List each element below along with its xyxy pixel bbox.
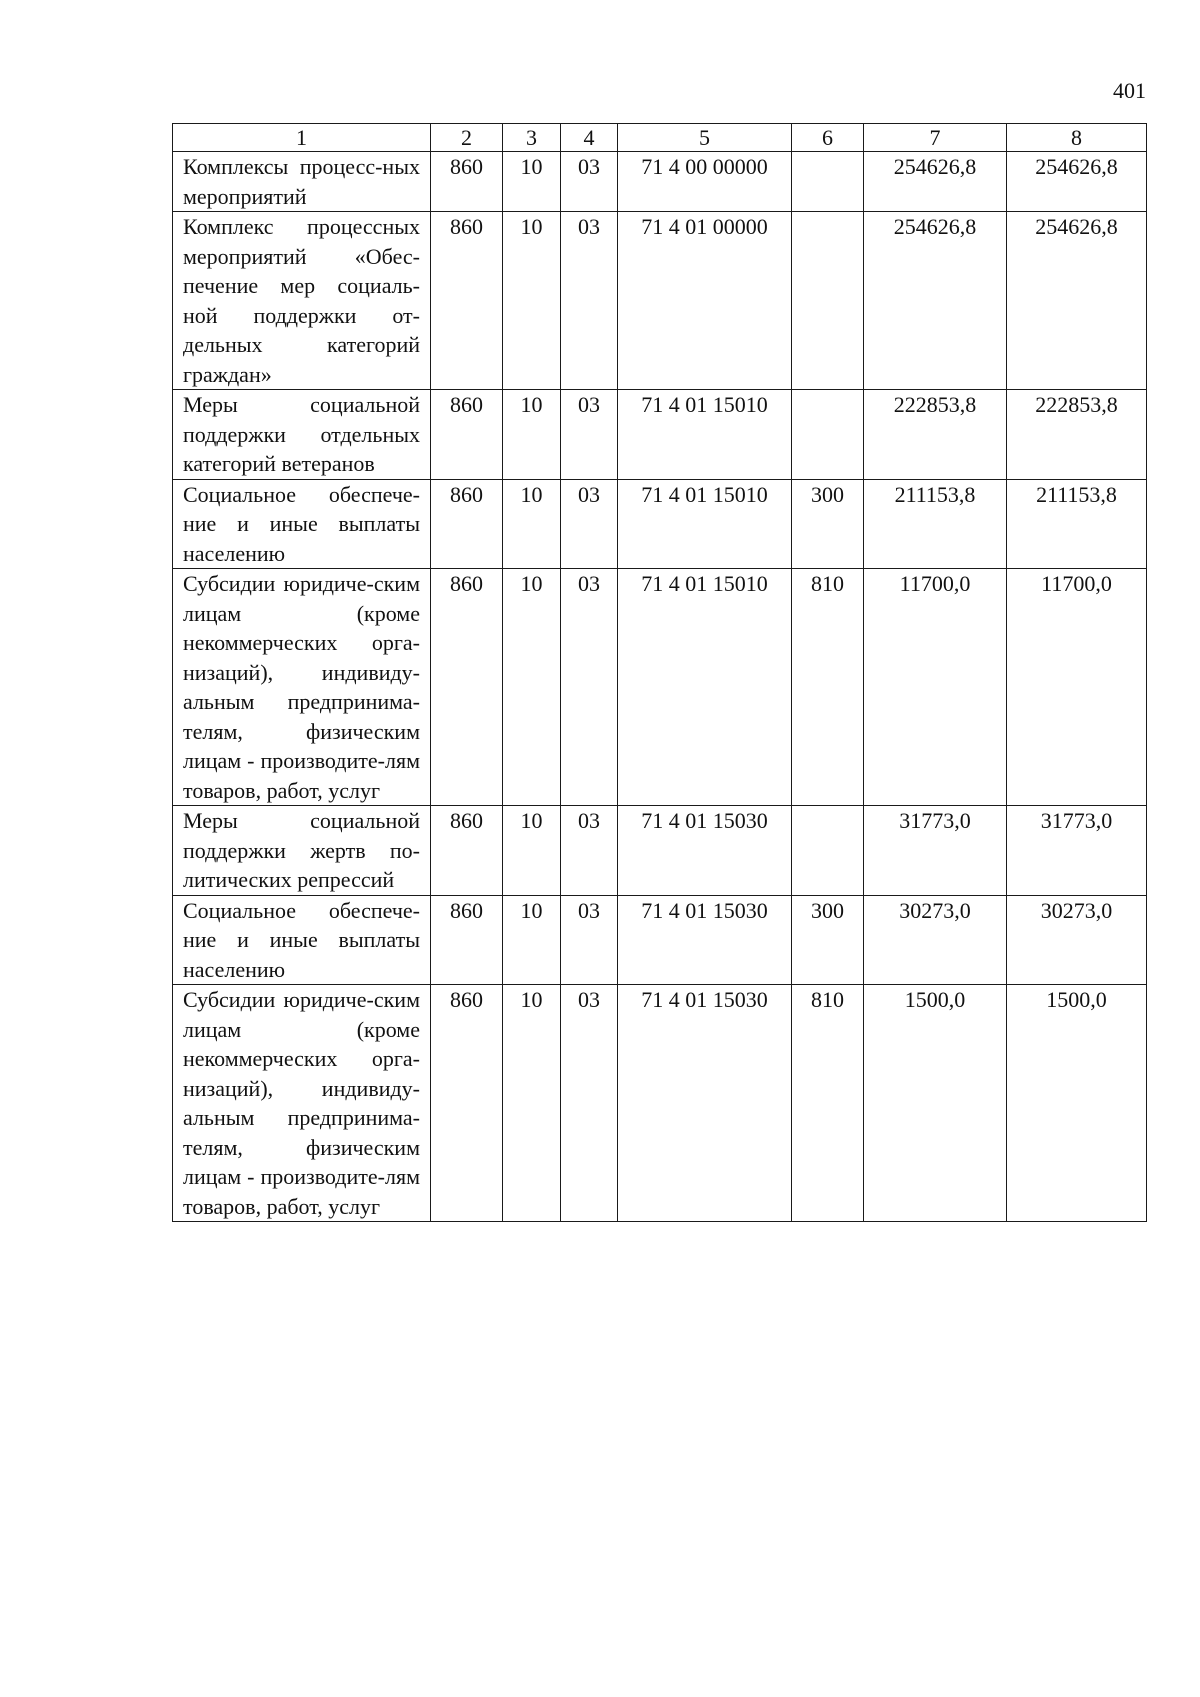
amount-col7: 30273,0 [864, 895, 1007, 985]
subsection-code: 03 [561, 212, 618, 390]
budget-table [172, 123, 1147, 1222]
target-article-code: 71 4 01 15030 [618, 985, 792, 1222]
amount-col8: 31773,0 [1007, 806, 1147, 896]
expense-type-code: 300 [792, 479, 864, 569]
subsection-code: 03 [561, 152, 618, 212]
row-name: Субсидии юридиче-ским лицам (кроме некоммерческих орга-низаций), индивиду-альным предпринима-телям, физическим лицам - производите-лям товаров, работ, услуг [173, 569, 431, 806]
target-article-code: 71 4 01 15030 [618, 806, 792, 896]
column-header: 8 [1007, 124, 1147, 152]
target-article-code: 71 4 01 15010 [618, 569, 792, 806]
column-header: 4 [561, 124, 618, 152]
table-row [173, 479, 1147, 569]
section-code: 10 [503, 212, 561, 390]
row-name: Меры социальной поддержки отдельных категорий ветеранов [173, 390, 431, 480]
amount-col8: 211153,8 [1007, 479, 1147, 569]
table-row [173, 806, 1147, 896]
amount-col8: 222853,8 [1007, 390, 1147, 480]
subsection-code: 03 [561, 390, 618, 480]
table-row [173, 212, 1147, 390]
row-name: Социальное обеспече-ние и иные выплаты населению [173, 895, 431, 985]
row-name: Социальное обеспече-ние и иные выплаты населению [173, 479, 431, 569]
ministry-code: 860 [431, 569, 503, 806]
row-name: Комплекс процессных мероприятий «Обес-печение мер социаль-ной поддержки от-дельных категорий граждан» [173, 212, 431, 390]
table-row [173, 390, 1147, 480]
subsection-code: 03 [561, 479, 618, 569]
column-header: 7 [864, 124, 1007, 152]
column-header: 1 [173, 124, 431, 152]
amount-col7: 254626,8 [864, 152, 1007, 212]
target-article-code: 71 4 01 15030 [618, 895, 792, 985]
section-code: 10 [503, 390, 561, 480]
subsection-code: 03 [561, 985, 618, 1222]
amount-col7: 11700,0 [864, 569, 1007, 806]
ministry-code: 860 [431, 985, 503, 1222]
column-header: 5 [618, 124, 792, 152]
expense-type-code [792, 152, 864, 212]
expense-type-code: 810 [792, 569, 864, 806]
section-code: 10 [503, 479, 561, 569]
target-article-code: 71 4 01 00000 [618, 212, 792, 390]
column-header: 3 [503, 124, 561, 152]
column-header: 6 [792, 124, 864, 152]
ministry-code: 860 [431, 479, 503, 569]
row-name: Комплексы процесс-ных мероприятий [173, 152, 431, 212]
expense-type-code: 300 [792, 895, 864, 985]
page-number: 401 [1113, 78, 1146, 103]
table-row [173, 569, 1147, 806]
expense-type-code [792, 806, 864, 896]
amount-col8: 254626,8 [1007, 212, 1147, 390]
amount-col7: 254626,8 [864, 212, 1007, 390]
amount-col8: 1500,0 [1007, 985, 1147, 1222]
row-name: Субсидии юридиче-ским лицам (кроме некоммерческих орга-низаций), индивиду-альным предпринима-телям, физическим лицам - производите-лям товаров, работ, услуг [173, 985, 431, 1222]
target-article-code: 71 4 00 00000 [618, 152, 792, 212]
amount-col8: 254626,8 [1007, 152, 1147, 212]
table-row [173, 895, 1147, 985]
expense-type-code [792, 390, 864, 480]
subsection-code: 03 [561, 569, 618, 806]
section-code: 10 [503, 569, 561, 806]
amount-col8: 11700,0 [1007, 569, 1147, 806]
amount-col7: 222853,8 [864, 390, 1007, 480]
table-row [173, 152, 1147, 212]
section-code: 10 [503, 985, 561, 1222]
ministry-code: 860 [431, 152, 503, 212]
target-article-code: 71 4 01 15010 [618, 479, 792, 569]
amount-col7: 1500,0 [864, 985, 1007, 1222]
expense-type-code [792, 212, 864, 390]
ministry-code: 860 [431, 895, 503, 985]
table-row [173, 985, 1147, 1222]
amount-col7: 211153,8 [864, 479, 1007, 569]
header-row [173, 124, 1147, 152]
ministry-code: 860 [431, 390, 503, 480]
amount-col7: 31773,0 [864, 806, 1007, 896]
row-name: Меры социальной поддержки жертв по-литических репрессий [173, 806, 431, 896]
expense-type-code: 810 [792, 985, 864, 1222]
amount-col8: 30273,0 [1007, 895, 1147, 985]
ministry-code: 860 [431, 806, 503, 896]
subsection-code: 03 [561, 895, 618, 985]
target-article-code: 71 4 01 15010 [618, 390, 792, 480]
ministry-code: 860 [431, 212, 503, 390]
section-code: 10 [503, 895, 561, 985]
section-code: 10 [503, 806, 561, 896]
column-header: 2 [431, 124, 503, 152]
section-code: 10 [503, 152, 561, 212]
subsection-code: 03 [561, 806, 618, 896]
